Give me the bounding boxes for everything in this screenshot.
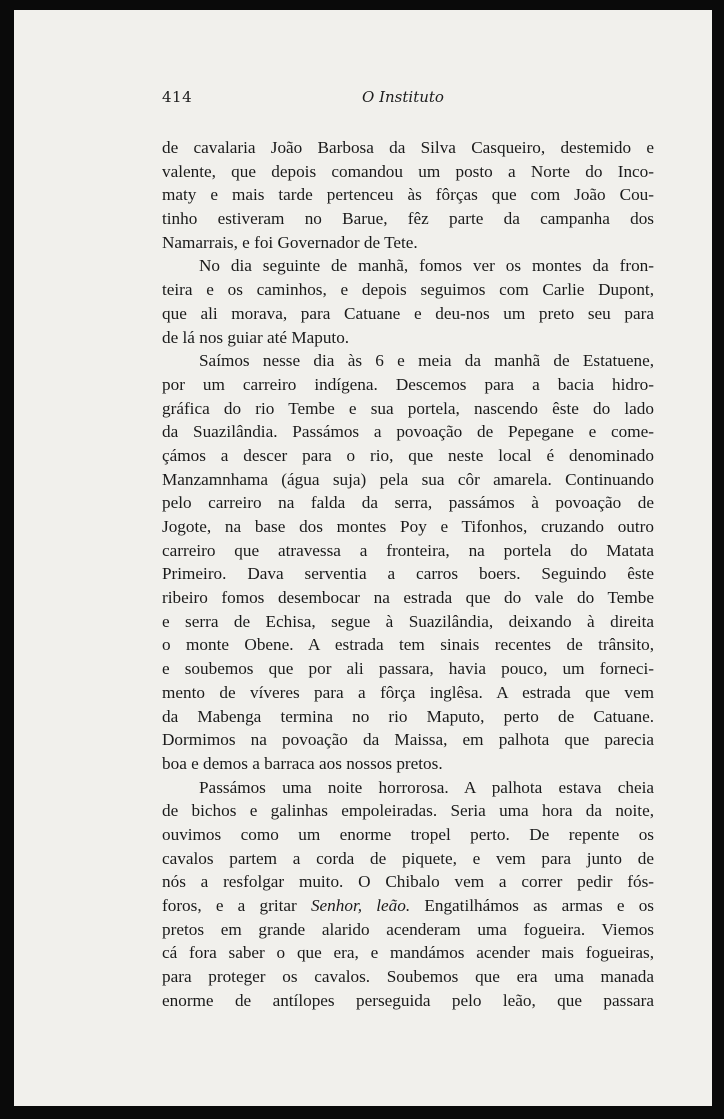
paragraph: [162, 254, 654, 349]
page-number: 414: [162, 88, 193, 106]
text-line: No dia seguinte de manhã, fomos ver os montes da fron-: [199, 256, 654, 276]
text-line: valente, que depois comandou um posto a Norte do Inco-: [162, 161, 654, 181]
text-segment: foros, e a gritar: [162, 896, 311, 915]
text-line: e serra de Echisa, segue à Suazilândia, deixando à direita: [162, 611, 654, 631]
text-line: por um carreiro indígena. Descemos para a bacia hidro-: [162, 374, 654, 394]
text-line-with-italic: [162, 894, 654, 918]
text-line: Namarrais, e foi Governador de Tete.: [162, 232, 418, 252]
page-header: [162, 88, 644, 110]
text-line: o monte Obene. A estrada tem sinais recentes de trânsito,: [162, 635, 654, 655]
paragraph: [162, 349, 654, 775]
text-line: de lá nos guiar até Maputo.: [162, 327, 350, 347]
text-line: Passámos uma noite horrorosa. A palhota estava cheia: [199, 777, 654, 797]
text-line: que ali morava, para Catuane e deu-nos um preto seu para: [162, 303, 654, 323]
text-line: de cavalaria João Barbosa da Silva Casqueiro, destemido e: [162, 138, 654, 157]
text-line: pelo carreiro na falda da serra, passámos à povoação de: [162, 493, 654, 513]
text-line: da Mabenga termina no rio Maputo, perto de Catuane.: [162, 706, 654, 726]
text-line: pretos em grande alarido acenderam uma fogueira. Viemos: [162, 919, 654, 939]
running-title: O Instituto: [362, 88, 444, 106]
text-line: Dormimos na povoação da Maissa, em palhota que parecia: [162, 730, 654, 750]
text-line: boa e demos a barraca aos nossos pretos.: [162, 753, 443, 773]
text-segment: Engatilhámos as armas e os: [410, 896, 654, 915]
text-line: maty e mais tarde pertenceu às fôrças que com João Cou-: [162, 185, 654, 205]
text-line: nós a resfolgar muito. O Chibalo vem a correr pedir fós-: [162, 872, 654, 892]
text-line: para proteger os cavalos. Soubemos que era uma manada: [162, 967, 654, 987]
text-line: enorme de antílopes perseguida pelo leão, que passara: [162, 990, 654, 1010]
text-line: carreiro que atravessa a fronteira, na portela do Matata: [162, 540, 654, 560]
book-page: [14, 10, 712, 1106]
body-text: [162, 136, 654, 1012]
text-line: Manzamnhama (água suja) pela sua côr amarela. Continuando: [162, 469, 654, 489]
text-line: teira e os caminhos, e depois seguimos com Carlie Dupont,: [162, 280, 654, 300]
paragraph: [162, 776, 654, 1013]
text-line: Primeiro. Dava serventia a carros boers. Seguindo êste: [162, 564, 654, 584]
text-line: de bichos e galinhas empoleiradas. Seria uma hora da noite,: [162, 801, 654, 821]
text-line: Saímos nesse dia às 6 e meia da manhã de Estatuene,: [199, 351, 654, 371]
text-line: tinho estiveram no Barue, fêz parte da campanha dos: [162, 209, 654, 229]
text-line: cavalos partem a corda de piquete, e vem para junto de: [162, 848, 654, 868]
text-line: gráfica do rio Tembe e sua portela, nascendo êste do lado: [162, 398, 654, 418]
paragraph: [162, 136, 654, 254]
text-line: ouvimos como um enorme tropel perto. De repente os: [162, 824, 654, 844]
text-line: Jogote, na base dos montes Poy e Tifonhos, cruzando outro: [162, 517, 654, 536]
text-line: çámos a descer para o rio, que neste local é denominado: [162, 445, 654, 465]
text-line: ribeiro fomos desembocar na estrada que do vale do Tembe: [162, 588, 654, 608]
italic-phrase: Senhor, leão.: [310, 896, 411, 915]
text-line: cá fora saber o que era, e mandámos acender mais fogueiras,: [162, 943, 654, 963]
text-line: mento de víveres para a fôrça inglêsa. A estrada que vem: [162, 682, 654, 702]
text-line: e soubemos que por ali passara, havia pouco, um forneci-: [162, 659, 654, 679]
text-line: da Suazilândia. Passámos a povoação de Pepegane e come-: [162, 422, 654, 442]
